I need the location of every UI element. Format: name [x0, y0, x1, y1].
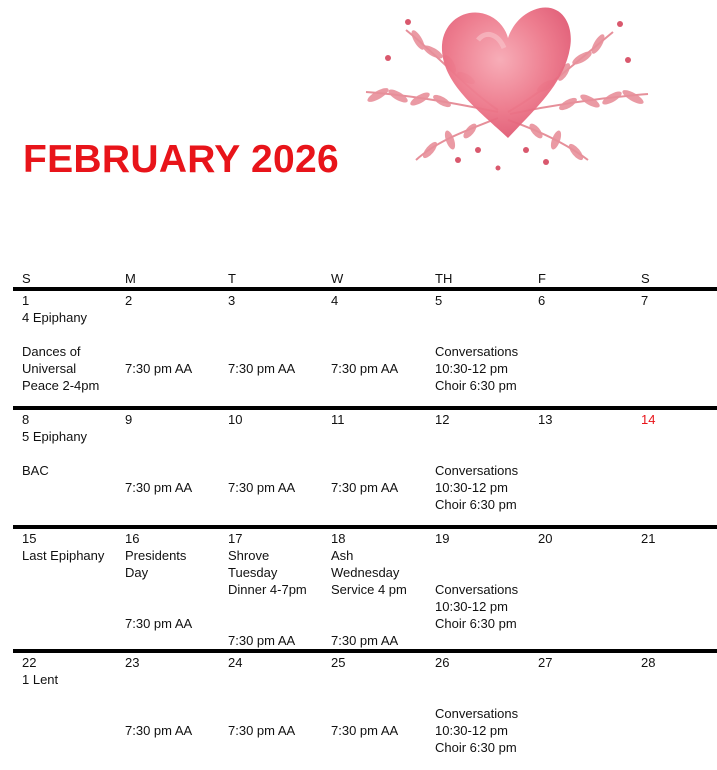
day-number: 11	[331, 412, 345, 427]
week-divider	[13, 525, 717, 529]
event-text: Choir 6:30 pm	[435, 616, 517, 631]
day-cell	[22, 654, 122, 688]
blank-line	[435, 326, 535, 343]
blank-line	[125, 705, 225, 722]
day-cell	[435, 411, 535, 513]
weekday-header: F	[538, 271, 546, 286]
day-number: 13	[538, 412, 553, 427]
event-text: 1 Lent	[22, 672, 59, 687]
event-text: Conversations	[435, 582, 519, 597]
day-cell	[641, 654, 717, 671]
event-text: Choir 6:30 pm	[435, 378, 517, 393]
day-cell	[641, 411, 717, 428]
weekday-header: T	[228, 271, 236, 286]
weekday-header: S	[641, 271, 650, 286]
weekday-header: S	[22, 271, 31, 286]
day-number: 27	[538, 655, 553, 670]
blank-line	[331, 705, 431, 722]
day-number: 23	[125, 655, 140, 670]
week-divider	[13, 406, 717, 410]
blank-line	[331, 462, 431, 479]
day-number: 12	[435, 412, 450, 427]
day-cell	[641, 292, 717, 309]
day-cell	[538, 530, 638, 547]
blank-line	[435, 445, 535, 462]
day-cell	[331, 530, 431, 649]
event-text: 5 Epiphany	[22, 429, 88, 444]
event-text: 7:30 pm AA	[331, 480, 399, 495]
blank-line	[228, 688, 328, 705]
weekday-header: M	[125, 271, 136, 286]
event-text: Service 4 pm	[331, 582, 407, 597]
blank-line	[435, 564, 535, 581]
event-text: 7:30 pm AA	[331, 723, 399, 738]
day-cell	[22, 292, 122, 394]
day-number: 2	[125, 293, 133, 308]
event-text: Tuesday	[228, 565, 278, 580]
blank-line	[125, 326, 225, 343]
blank-line	[228, 343, 328, 360]
event-text: 7:30 pm AA	[125, 480, 193, 495]
day-number: 22	[22, 655, 37, 670]
blank-line	[435, 688, 535, 705]
blank-line	[125, 445, 225, 462]
day-number: 7	[641, 293, 649, 308]
event-text: 7:30 pm AA	[331, 361, 399, 376]
blank-line	[228, 705, 328, 722]
day-number: 17	[228, 531, 243, 546]
event-text: Wednesday	[331, 565, 400, 580]
event-text: Conversations	[435, 463, 519, 478]
event-text: Presidents	[125, 548, 187, 563]
day-cell	[125, 530, 225, 632]
blank-line	[435, 428, 535, 445]
blank-line	[228, 462, 328, 479]
week-divider	[13, 287, 717, 291]
blank-line	[125, 688, 225, 705]
blank-line	[435, 671, 535, 688]
blank-line	[435, 547, 535, 564]
blank-line	[125, 598, 225, 615]
blank-line	[435, 309, 535, 326]
blank-line	[228, 326, 328, 343]
day-cell	[435, 530, 535, 632]
blank-line	[125, 671, 225, 688]
day-number: 4	[331, 293, 339, 308]
day-cell	[435, 292, 535, 394]
event-text: 7:30 pm AA	[125, 616, 193, 631]
blank-line	[228, 598, 328, 615]
blank-line	[331, 598, 431, 615]
day-cell	[125, 411, 225, 496]
watercolor-heart-with-branches-icon	[358, 0, 654, 178]
event-text: Dances of	[22, 344, 81, 359]
weekday-header-row	[0, 271, 717, 288]
blank-line	[331, 326, 431, 343]
event-text: Dinner 4-7pm	[228, 582, 307, 597]
blank-line	[125, 428, 225, 445]
day-cell	[538, 654, 638, 671]
day-number: 6	[538, 293, 546, 308]
day-number: 24	[228, 655, 243, 670]
day-number: 8	[22, 412, 30, 427]
day-number: 9	[125, 412, 133, 427]
event-text: 10:30-12 pm	[435, 723, 508, 738]
blank-line	[22, 326, 122, 343]
blank-line	[22, 445, 122, 462]
event-text: Conversations	[435, 706, 519, 721]
blank-line	[331, 445, 431, 462]
event-text: 10:30-12 pm	[435, 599, 508, 614]
event-text: 7:30 pm AA	[228, 633, 296, 648]
event-text: Choir 6:30 pm	[435, 497, 517, 512]
day-number: 28	[641, 655, 656, 670]
event-text: 10:30-12 pm	[435, 361, 508, 376]
blank-line	[228, 428, 328, 445]
event-text: Conversations	[435, 344, 519, 359]
day-number: 18	[331, 531, 346, 546]
blank-line	[228, 615, 328, 632]
blank-line	[228, 309, 328, 326]
event-text: 7:30 pm AA	[228, 361, 296, 376]
day-number: 19	[435, 531, 450, 546]
day-number: 25	[331, 655, 346, 670]
day-cell	[22, 411, 122, 479]
day-number: 16	[125, 531, 140, 546]
blank-line	[331, 309, 431, 326]
blank-line	[125, 581, 225, 598]
event-text: 10:30-12 pm	[435, 480, 508, 495]
day-cell	[641, 530, 717, 547]
week-divider	[13, 649, 717, 653]
day-number: 21	[641, 531, 656, 546]
day-cell	[228, 411, 328, 496]
blank-line	[331, 671, 431, 688]
day-number: 14	[641, 412, 656, 427]
day-number: 20	[538, 531, 553, 546]
event-text: Universal	[22, 361, 77, 376]
day-cell	[228, 530, 328, 649]
day-cell	[125, 654, 225, 739]
day-cell	[435, 654, 535, 756]
day-cell	[331, 411, 431, 496]
day-number: 26	[435, 655, 450, 670]
event-text: 7:30 pm AA	[228, 723, 296, 738]
blank-line	[331, 688, 431, 705]
event-text: Shrove	[228, 548, 270, 563]
event-text: 4 Epiphany	[22, 310, 88, 325]
event-text: Peace 2-4pm	[22, 378, 100, 393]
blank-line	[125, 462, 225, 479]
event-text: BAC	[22, 463, 49, 478]
event-text: 7:30 pm AA	[228, 480, 296, 495]
event-text: 7:30 pm AA	[331, 633, 399, 648]
day-cell	[228, 292, 328, 377]
event-text: Choir 6:30 pm	[435, 740, 517, 755]
day-cell	[228, 654, 328, 739]
day-cell	[125, 292, 225, 377]
day-number: 3	[228, 293, 236, 308]
blank-line	[125, 343, 225, 360]
event-text: 7:30 pm AA	[125, 723, 193, 738]
weekday-header: TH	[435, 271, 453, 286]
day-number: 15	[22, 531, 37, 546]
day-cell	[331, 292, 431, 377]
page-title: FEBRUARY 2026	[23, 138, 340, 181]
day-number: 10	[228, 412, 243, 427]
day-cell	[538, 292, 638, 309]
event-text: 7:30 pm AA	[125, 361, 193, 376]
day-number: 1	[22, 293, 30, 308]
blank-line	[125, 309, 225, 326]
weekday-header: W	[331, 271, 344, 286]
blank-line	[331, 343, 431, 360]
day-cell	[538, 411, 638, 428]
blank-line	[331, 615, 431, 632]
day-cell	[22, 530, 122, 564]
event-text: Ash	[331, 548, 354, 563]
blank-line	[331, 428, 431, 445]
day-cell	[331, 654, 431, 739]
blank-line	[228, 671, 328, 688]
event-text: Day	[125, 565, 149, 580]
blank-line	[228, 445, 328, 462]
event-text: Last Epiphany	[22, 548, 105, 563]
day-number: 5	[435, 293, 443, 308]
